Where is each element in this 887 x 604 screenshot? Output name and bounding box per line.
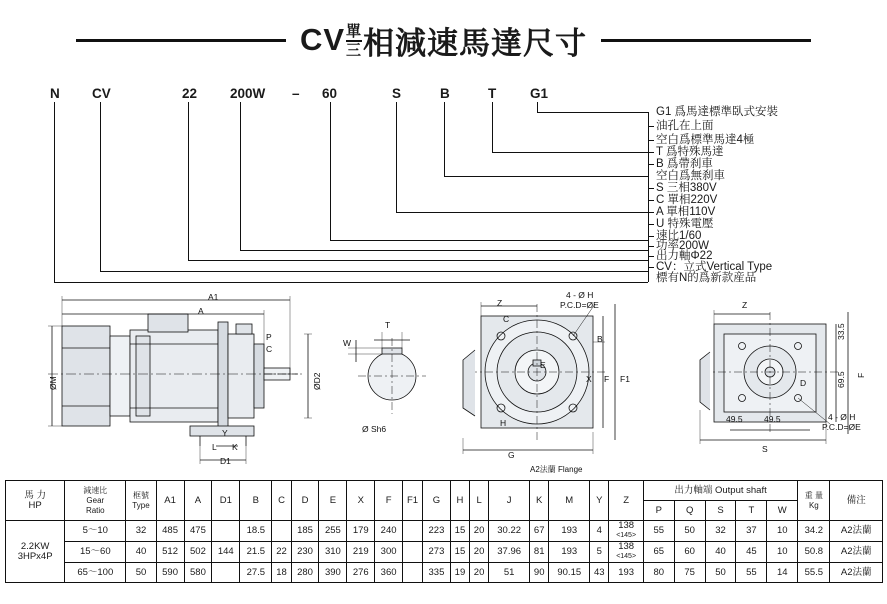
cell-dim-J: 30.22 (489, 521, 530, 542)
leader-tick (648, 267, 654, 268)
model-code-note: 空白爲標準馬達4極 (656, 134, 755, 146)
th-dim-F: F (375, 481, 403, 521)
dim-label-f: F (604, 374, 610, 384)
th-dim-C: C (272, 481, 291, 521)
cell-dim-M: 193 (549, 521, 590, 542)
dim-label-om: ØM (48, 376, 58, 390)
th-ratio-line2: Gear (86, 495, 105, 505)
model-code-note: U 特殊電壓 (656, 218, 714, 230)
leader-tick (648, 126, 654, 127)
dim-label-4oh: 4 - Ø H (566, 290, 594, 300)
model-code-token: S (392, 86, 402, 101)
table-row (6, 521, 883, 542)
cell-dim-Z-alt: <145> (616, 532, 637, 539)
table-row (6, 542, 883, 563)
leader-line (100, 271, 648, 272)
title-fraction (346, 24, 362, 59)
cell-dim-Z-main: 138 (618, 520, 635, 531)
th-weight-line1: 重 量 (804, 490, 823, 500)
th-dim-A: A (184, 481, 212, 521)
dim-label-695: 69.5 (836, 371, 846, 388)
cell-dim-F: 360 (375, 563, 403, 583)
cell-weight: 34.2 (798, 521, 830, 542)
dim-label-t: T (385, 320, 391, 330)
cell-dim-A: 475 (184, 521, 212, 542)
model-code-token: 60 (322, 86, 338, 101)
specification-table (5, 480, 883, 583)
cell-shaft-Q: 60 (674, 542, 705, 563)
th-dim-M: M (549, 481, 590, 521)
cell-dim-H: 15 (450, 542, 469, 563)
cell-dim-K: 81 (530, 542, 549, 563)
dim-label-e: E (540, 360, 546, 370)
cell-frame: 40 (126, 542, 156, 563)
cell-shaft-W: 10 (767, 521, 798, 542)
dim-label-z2: Z (742, 300, 748, 310)
cell-dim-E: 390 (319, 563, 347, 583)
cell-dim-F: 240 (375, 521, 403, 542)
th-dim-X: X (347, 481, 375, 521)
cell-dim-F: 300 (375, 542, 403, 563)
cell-shaft-Q: 75 (674, 563, 705, 583)
cell-dim-D1 (212, 563, 240, 583)
cell-dim-K: 67 (530, 521, 549, 542)
model-code-note: 油孔在上面 (656, 120, 714, 132)
cell-remark: A2法蘭 (830, 563, 883, 583)
cell-dim-A: 580 (184, 563, 212, 583)
cell-dim-B: 27.5 (240, 563, 272, 583)
leader-line (54, 102, 55, 282)
dim-label-335: 33.5 (836, 323, 846, 340)
flange-caption: A2法蘭 Flange (530, 465, 583, 474)
leader-line (240, 250, 648, 251)
model-code-token: G1 (530, 86, 549, 101)
leader-tick (648, 152, 654, 153)
leader-line (100, 102, 101, 271)
th-frame-line2: Type (132, 500, 150, 510)
cell-dim-Z-main: 138 (618, 541, 635, 552)
cell-shaft-P: 65 (643, 542, 674, 563)
leader-line (396, 102, 397, 212)
table-header (6, 481, 883, 521)
title-text (300, 18, 587, 63)
cell-ratio: 5～10 (65, 521, 126, 542)
cell-shaft-Q: 50 (674, 521, 705, 542)
dim-label-sh6: Ø Sh6 (362, 424, 387, 434)
dim-label-s: S (762, 444, 768, 454)
th-frame-line1: 框號 (132, 490, 149, 500)
cell-shaft-S: 40 (705, 542, 736, 563)
dim-label-y: Y (222, 428, 228, 438)
dim-label-f2: F (856, 372, 866, 378)
page-title (0, 14, 887, 66)
dim-label-pcd2: P.C.D=ØE (822, 422, 861, 432)
cell-dim-H: 15 (450, 521, 469, 542)
dim-label-d1: D1 (220, 456, 231, 466)
cell-dim-C: 22 (272, 542, 291, 563)
leader-line (492, 152, 648, 153)
leader-line (188, 260, 648, 261)
model-code-token: 22 (182, 86, 198, 101)
leader-line (240, 102, 241, 250)
cell-dim-D1 (212, 521, 240, 542)
th-dim-K: K (530, 481, 549, 521)
leader-line (537, 112, 648, 113)
th-dim-F1: F1 (403, 481, 423, 521)
dim-label-a1: A1 (208, 292, 219, 302)
cell-dim-E: 255 (319, 521, 347, 542)
dim-label-a: A (198, 306, 204, 316)
cell-dim-G: 223 (423, 521, 451, 542)
cell-dim-X: 276 (347, 563, 375, 583)
model-code-note: 功率200W (656, 240, 710, 252)
cell-dim-C: 18 (272, 563, 291, 583)
cell-dim-Y: 43 (590, 563, 609, 583)
th-ratio (65, 481, 126, 521)
th-shaft-Q: Q (674, 501, 705, 521)
cell-shaft-P: 55 (643, 521, 674, 542)
model-code-token: 200W (230, 86, 266, 101)
leader-line (188, 102, 189, 260)
model-code-note: 標有N的爲新款産品 (656, 272, 757, 284)
dim-label-f1: F1 (620, 374, 630, 384)
th-ratio-line3: Ratio (85, 505, 105, 515)
cell-dim-A1: 512 (156, 542, 184, 563)
th-hp (6, 481, 65, 521)
cell-dim-A: 502 (184, 542, 212, 563)
cell-dim-Y: 5 (590, 542, 609, 563)
th-shaft-W: W (767, 501, 798, 521)
cell-dim-X: 219 (347, 542, 375, 563)
th-frame (126, 481, 156, 521)
dim-label-4oh2: 4 - Ø H (828, 412, 856, 422)
th-hp-line1: 馬 力 (24, 489, 46, 501)
leader-tick (648, 246, 654, 247)
cell-shaft-W: 14 (767, 563, 798, 583)
cell-dim-Z (609, 542, 643, 563)
model-code-tokens (40, 86, 660, 106)
title-rule-left (76, 39, 286, 42)
dim-label-k: K (232, 442, 238, 452)
cell-shaft-S: 32 (705, 521, 736, 542)
cell-dim-Y: 4 (590, 521, 609, 542)
table-body (6, 521, 883, 583)
dim-label-od2: ØD2 (312, 372, 322, 390)
cell-hp-line1: 2.2KW (20, 540, 50, 552)
spec-table (5, 480, 883, 583)
cell-dim-Z-alt: <145> (616, 553, 637, 560)
dim-label-z: Z (497, 298, 503, 308)
cell-dim-J: 51 (489, 563, 530, 583)
model-code-note: 出力軸Φ22 (656, 250, 713, 262)
leader-line (444, 176, 648, 177)
leader-tick (648, 164, 654, 165)
dim-label-g: G (508, 450, 515, 460)
model-code-token: B (440, 86, 450, 101)
cell-dim-Z (609, 563, 643, 583)
th-output-shaft: 出力軸端 Output shaft (643, 481, 797, 501)
leader-line (330, 102, 331, 240)
title-fraction-bottom: 三 (346, 42, 363, 59)
cell-shaft-S: 50 (705, 563, 736, 583)
leader-tick (648, 212, 654, 213)
model-code-token: N (50, 86, 60, 101)
model-code-note: B 爲帶刹車 (656, 158, 713, 170)
th-dim-Y: Y (590, 481, 609, 521)
cell-shaft-P: 80 (643, 563, 674, 583)
dim-label-c: C (266, 344, 273, 354)
cell-dim-G: 335 (423, 563, 451, 583)
cell-dim-K: 90 (530, 563, 549, 583)
cell-remark: A2法蘭 (830, 521, 883, 542)
cell-shaft-T: 55 (736, 563, 767, 583)
dimension-drawings (0, 278, 887, 478)
dim-label-h: H (500, 418, 507, 428)
leader-tick (648, 256, 654, 257)
model-code-note: 速比1/60 (656, 230, 702, 242)
model-code-note: 空白爲無刹車 (656, 170, 725, 182)
dim-label-b: B (597, 334, 603, 344)
cell-dim-D: 230 (291, 542, 319, 563)
cell-dim-C (272, 521, 291, 542)
cell-weight: 50.8 (798, 542, 830, 563)
cell-ratio: 15～60 (65, 542, 126, 563)
cell-hp-line2: 3HPx4P (17, 550, 53, 562)
cell-dim-Z (609, 521, 643, 542)
model-code-token: T (488, 86, 497, 101)
model-code-breakdown (40, 86, 850, 284)
th-ratio-line1: 減速比 (83, 485, 108, 495)
th-weight (798, 481, 830, 521)
leader-tick (648, 188, 654, 189)
cell-dim-Z-main: 193 (618, 566, 635, 578)
model-code-note: CV：立式Vertical Type (656, 261, 773, 273)
leader-tick (648, 224, 654, 225)
title-suffix: 相減速馬達尺寸 (363, 25, 588, 61)
th-hp-line2: HP (28, 499, 42, 511)
th-dim-J: J (489, 481, 530, 521)
cell-dim-F1 (403, 521, 423, 542)
cell-ratio: 65～100 (65, 563, 126, 583)
th-weight-line2: Kg (808, 500, 819, 510)
cell-dim-A1: 485 (156, 521, 184, 542)
th-dim-D1: D1 (212, 481, 240, 521)
th-dim-D: D (291, 481, 319, 521)
cell-dim-M: 90.15 (549, 563, 590, 583)
model-code-note: C 單相220V (656, 194, 718, 206)
cell-dim-X: 179 (347, 521, 375, 542)
cell-dim-L: 20 (470, 521, 489, 542)
dim-label-495a: 49.5 (726, 414, 743, 424)
table-header-row-1 (6, 481, 883, 501)
leader-tick (648, 140, 654, 141)
th-dim-Z: Z (609, 481, 643, 521)
cell-dim-D: 280 (291, 563, 319, 583)
th-dim-A1: A1 (156, 481, 184, 521)
dim-label-p: P (266, 332, 272, 342)
th-shaft-P: P (643, 501, 674, 521)
cell-shaft-W: 10 (767, 542, 798, 563)
dim-label-l: L (212, 442, 217, 452)
leader-line (537, 102, 538, 112)
cell-dim-M: 193 (549, 542, 590, 563)
cell-dim-D1: 144 (212, 542, 240, 563)
cell-remark: A2法蘭 (830, 542, 883, 563)
th-shaft-S: S (705, 501, 736, 521)
cell-shaft-T: 37 (736, 521, 767, 542)
title-rule-right (601, 39, 811, 42)
dim-label-d: D (800, 378, 807, 388)
table-row (6, 563, 883, 583)
dim-label-495b: 49.5 (764, 414, 781, 424)
cell-dim-J: 37.96 (489, 542, 530, 563)
cell-dim-A1: 590 (156, 563, 184, 583)
model-code-note: T 爲特殊馬達 (656, 146, 724, 158)
cell-dim-G: 273 (423, 542, 451, 563)
model-code-token: CV (92, 86, 111, 101)
leader-tick (648, 236, 654, 237)
leader-tick (648, 200, 654, 201)
cell-dim-D: 185 (291, 521, 319, 542)
title-prefix: CV (299, 22, 346, 57)
cell-dim-L: 20 (470, 563, 489, 583)
cell-dim-H: 19 (450, 563, 469, 583)
model-code-note: A 單相110V (656, 206, 716, 218)
cell-dim-F1 (403, 542, 423, 563)
leader-line (444, 102, 445, 176)
leader-line (396, 212, 648, 213)
leader-line (492, 102, 493, 152)
th-dim-E: E (319, 481, 347, 521)
model-code-note: S 三相380V (656, 182, 717, 194)
model-code-note: G1 爲馬達標準臥式安裝 (656, 106, 779, 118)
cell-weight: 55.5 (798, 563, 830, 583)
dim-label-pcd: P.C.D=ØE (560, 300, 599, 310)
cell-dim-B: 21.5 (240, 542, 272, 563)
dim-label-w: W (343, 338, 352, 348)
model-code-token: – (292, 86, 300, 101)
th-dim-G: G (423, 481, 451, 521)
cell-shaft-T: 45 (736, 542, 767, 563)
title-fraction-top: 單 (346, 22, 363, 40)
th-dim-B: B (240, 481, 272, 521)
cell-frame: 50 (126, 563, 156, 583)
cell-dim-E: 310 (319, 542, 347, 563)
cell-hp (6, 521, 65, 583)
dim-label-x: X (586, 374, 592, 384)
cell-dim-L: 20 (470, 542, 489, 563)
cell-dim-B: 18.5 (240, 521, 272, 542)
th-shaft-T: T (736, 501, 767, 521)
dim-label-c: C (503, 314, 510, 324)
leader-line (330, 240, 648, 241)
cell-frame: 32 (126, 521, 156, 542)
th-remark: 備注 (830, 481, 883, 521)
th-dim-L: L (470, 481, 489, 521)
cell-dim-F1 (403, 563, 423, 583)
th-dim-H: H (450, 481, 469, 521)
